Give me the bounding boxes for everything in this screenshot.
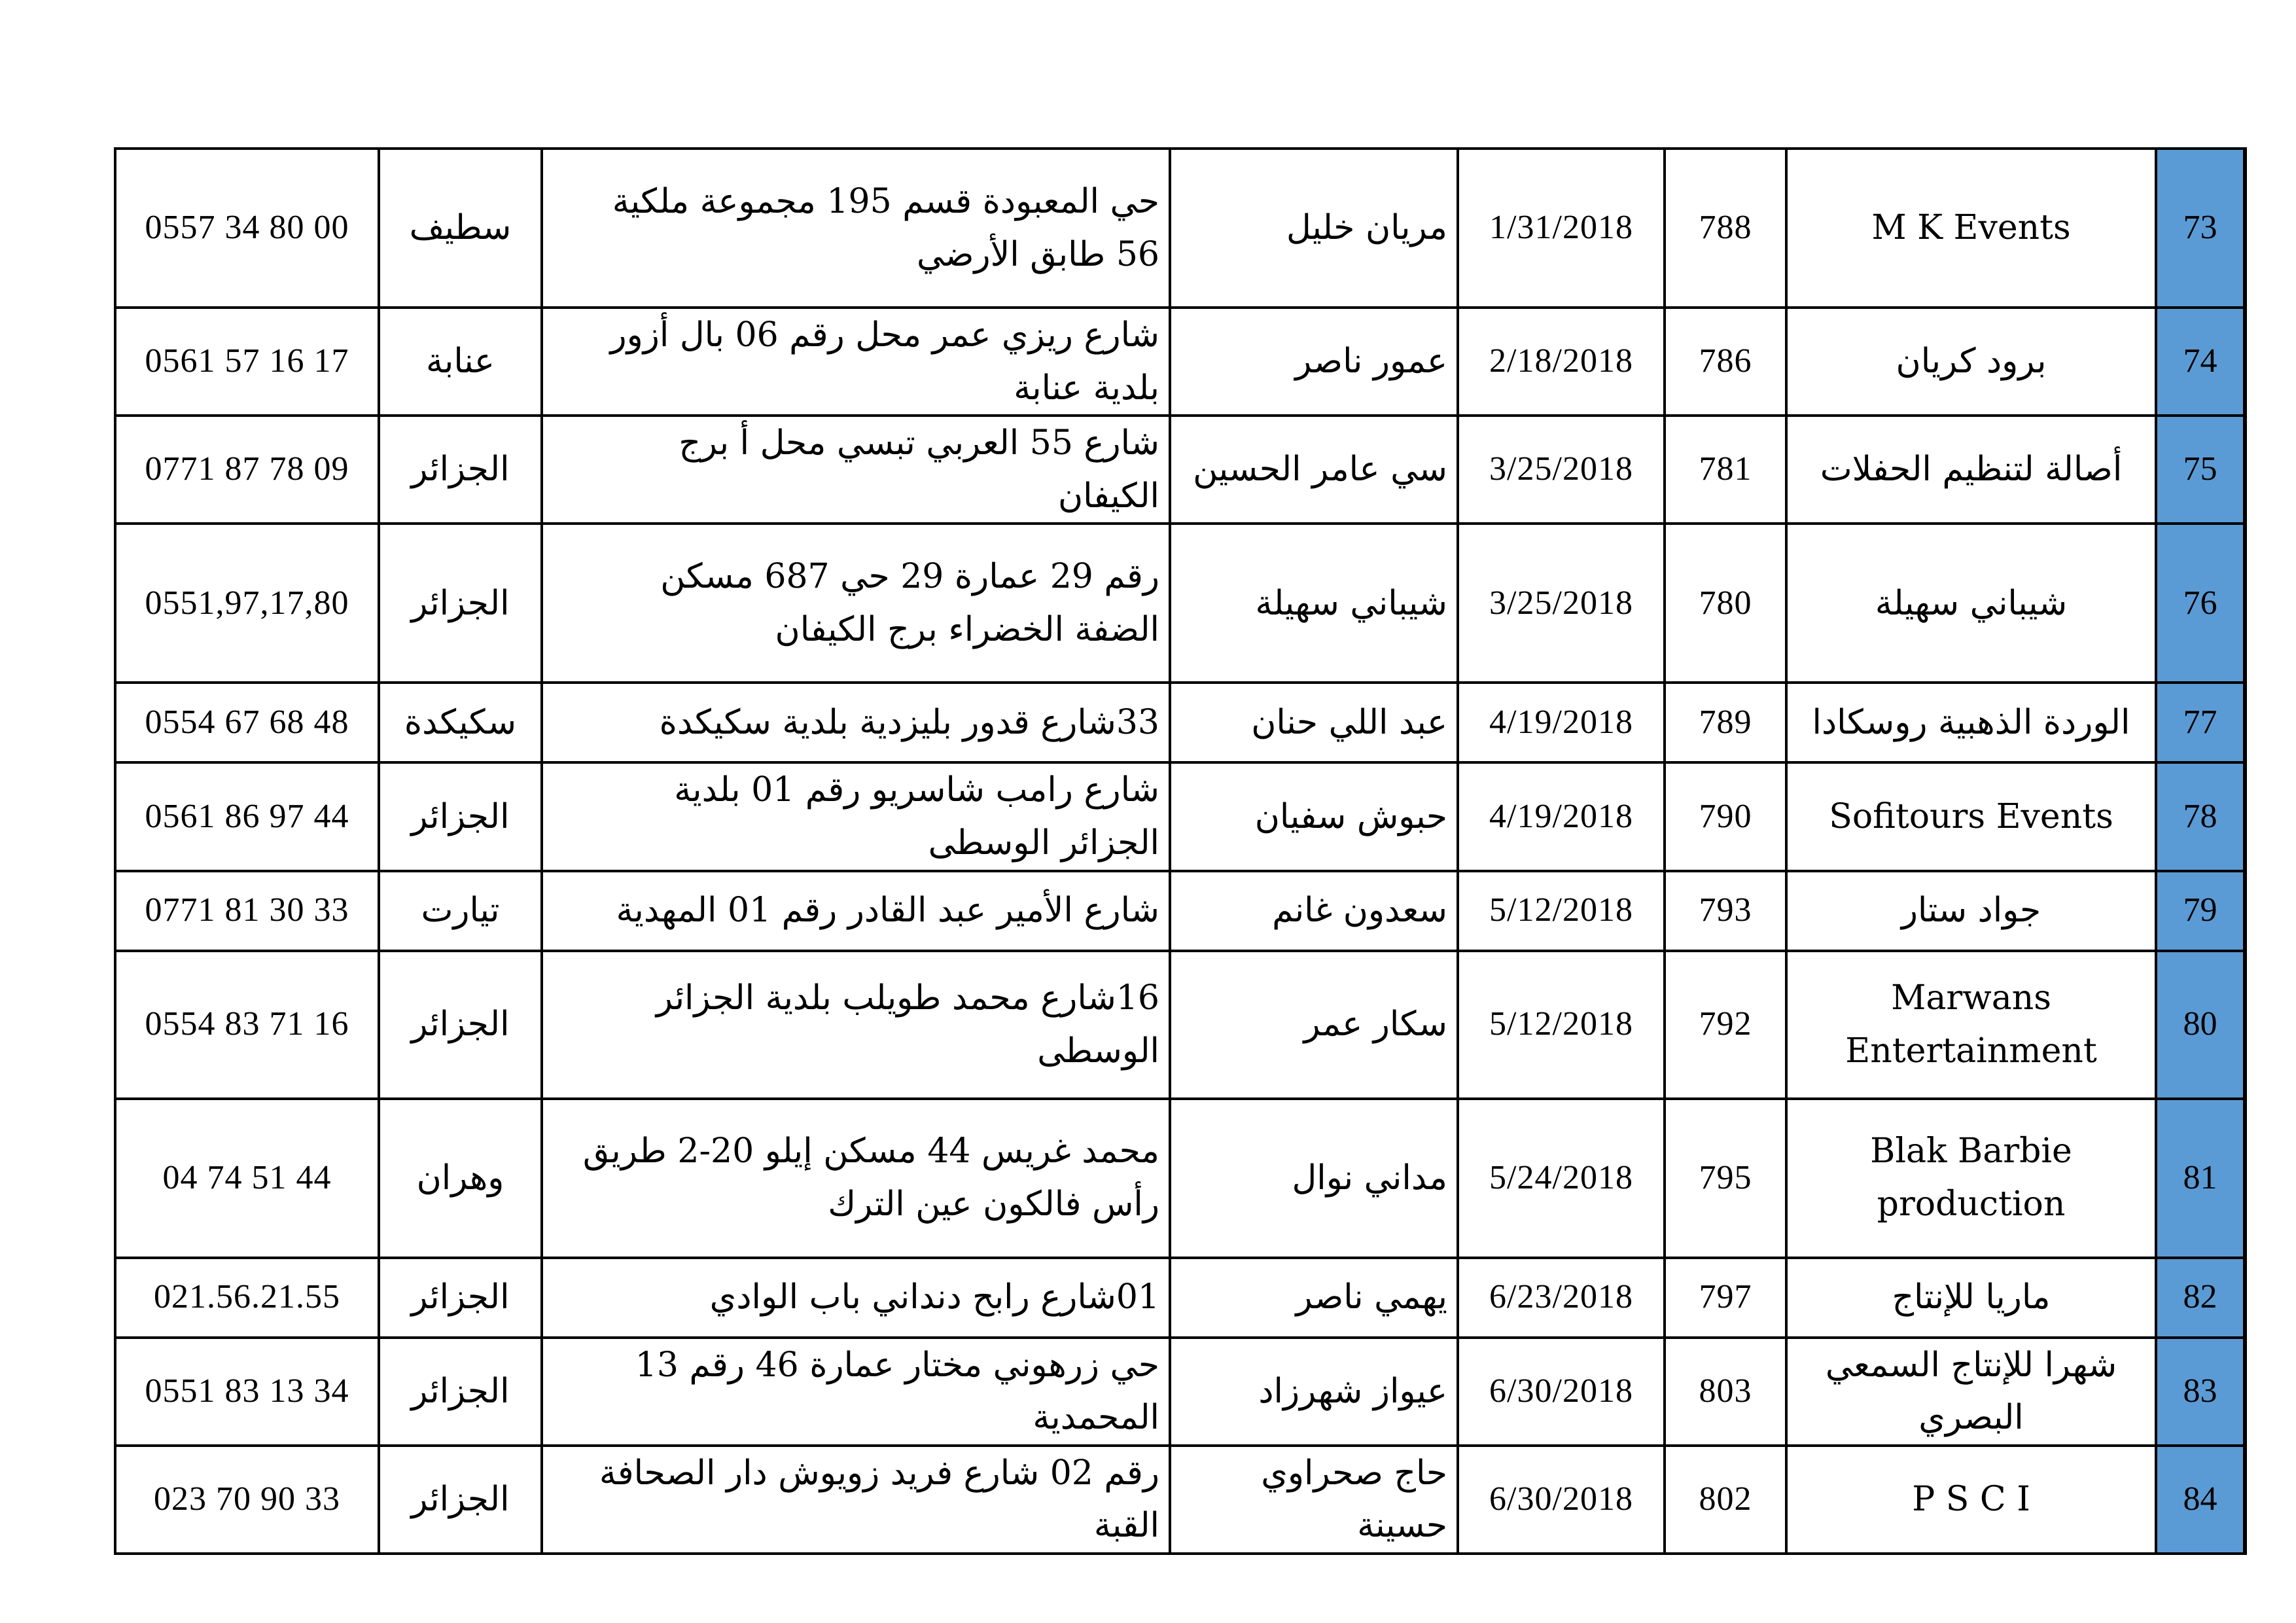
phone-cell: 0561 86 97 44 — [115, 762, 379, 870]
company-name-cell: جواد ستار — [1786, 871, 2156, 951]
phone-cell: 0557 34 80 00 — [115, 149, 379, 308]
date-cell: 1/31/2018 — [1458, 149, 1665, 308]
row-number-cell: 74 — [2156, 308, 2245, 416]
city-cell: الجزائر — [379, 1338, 542, 1446]
address-cell: 33شارع قدور بليزدية بلدية سكيكدة — [542, 683, 1170, 762]
company-name-cell: Blak Barbie production — [1786, 1099, 2156, 1258]
phone-cell: 0554 83 71 16 — [115, 951, 379, 1099]
row-number-cell: 76 — [2156, 524, 2245, 683]
table-row — [115, 149, 2245, 308]
code-cell: 780 — [1665, 524, 1786, 683]
company-name-cell: M K Events — [1786, 149, 2156, 308]
address-cell: رقم 29 عمارة 29 حي 687 مسكن الضفة الخضراء برج الكيفان — [542, 524, 1170, 683]
date-cell: 5/24/2018 — [1458, 1099, 1665, 1258]
owner-name-cell: حبوش سفيان — [1170, 762, 1458, 870]
city-cell: الجزائر — [379, 524, 542, 683]
date-cell: 2/18/2018 — [1458, 308, 1665, 416]
city-cell: تيارت — [379, 871, 542, 951]
code-cell: 797 — [1665, 1258, 1786, 1338]
row-number-cell: 79 — [2156, 871, 2245, 951]
owner-name-cell: سعدون غانم — [1170, 871, 1458, 951]
phone-cell: 0551,97,17,80 — [115, 524, 379, 683]
city-cell: الجزائر — [379, 951, 542, 1099]
company-name-cell: P S C I — [1786, 1446, 2156, 1554]
code-cell: 803 — [1665, 1338, 1786, 1446]
owner-name-cell: سكار عمر — [1170, 951, 1458, 1099]
row-number-cell: 80 — [2156, 951, 2245, 1099]
code-cell: 781 — [1665, 416, 1786, 524]
code-cell: 790 — [1665, 762, 1786, 870]
company-name-cell: ماريا للإنتاج — [1786, 1258, 2156, 1338]
owner-name-cell: يهمي ناصر — [1170, 1258, 1458, 1338]
date-cell: 6/23/2018 — [1458, 1258, 1665, 1338]
date-cell: 3/25/2018 — [1458, 524, 1665, 683]
code-cell: 786 — [1665, 308, 1786, 416]
code-cell: 795 — [1665, 1099, 1786, 1258]
row-number-cell: 81 — [2156, 1099, 2245, 1258]
date-cell: 6/30/2018 — [1458, 1446, 1665, 1554]
city-cell: سكيكدة — [379, 683, 542, 762]
city-cell: الجزائر — [379, 1446, 542, 1554]
row-number-cell: 73 — [2156, 149, 2245, 308]
table-row — [115, 871, 2245, 951]
date-cell: 4/19/2018 — [1458, 762, 1665, 870]
city-cell: الجزائر — [379, 1258, 542, 1338]
owner-name-cell: عيواز شهرزاد — [1170, 1338, 1458, 1446]
code-cell: 793 — [1665, 871, 1786, 951]
table-row — [115, 951, 2245, 1099]
company-name-cell: Marwans Entertainment — [1786, 951, 2156, 1099]
address-cell: 01شارع رابح دنداني باب الوادي — [542, 1258, 1170, 1338]
city-cell: سطيف — [379, 149, 542, 308]
owner-name-cell: عمور ناصر — [1170, 308, 1458, 416]
owner-name-cell: مريان خليل — [1170, 149, 1458, 308]
registry-table — [114, 147, 2247, 1555]
company-name-cell: Sofitours Events — [1786, 762, 2156, 870]
city-cell: عنابة — [379, 308, 542, 416]
row-number-cell: 77 — [2156, 683, 2245, 762]
table-row — [115, 416, 2245, 524]
phone-cell: 04 74 51 44 — [115, 1099, 379, 1258]
address-cell: 16شارع محمد طويلب بلدية الجزائر الوسطى — [542, 951, 1170, 1099]
table-row — [115, 1338, 2245, 1446]
company-name-cell: أصالة لتنظيم الحفلات — [1786, 416, 2156, 524]
table-row — [115, 683, 2245, 762]
address-cell: شارع الأمير عبد القادر رقم 01 المهدية — [542, 871, 1170, 951]
phone-cell: 023 70 90 33 — [115, 1446, 379, 1554]
row-number-cell: 83 — [2156, 1338, 2245, 1446]
row-number-cell: 75 — [2156, 416, 2245, 524]
owner-name-cell: عبد اللي حنان — [1170, 683, 1458, 762]
phone-cell: 0551 83 13 34 — [115, 1338, 379, 1446]
table-row — [115, 762, 2245, 870]
address-cell: محمد غريس 44 مسكن إيلو 20-2 طريق رأس فالكون عين الترك — [542, 1099, 1170, 1258]
phone-cell: 0771 81 30 33 — [115, 871, 379, 951]
company-name-cell: برود كريان — [1786, 308, 2156, 416]
row-number-cell: 82 — [2156, 1258, 2245, 1338]
owner-name-cell: مداني نوال — [1170, 1099, 1458, 1258]
code-cell: 789 — [1665, 683, 1786, 762]
table-row — [115, 1258, 2245, 1338]
code-cell: 802 — [1665, 1446, 1786, 1554]
owner-name-cell: سي عامر الحسين — [1170, 416, 1458, 524]
code-cell: 788 — [1665, 149, 1786, 308]
table-row — [115, 1446, 2245, 1554]
company-name-cell: شهرا للإنتاج السمعي البصري — [1786, 1338, 2156, 1446]
code-cell: 792 — [1665, 951, 1786, 1099]
company-name-cell: شيباني سهيلة — [1786, 524, 2156, 683]
table-row — [115, 524, 2245, 683]
date-cell: 5/12/2018 — [1458, 951, 1665, 1099]
city-cell: وهران — [379, 1099, 542, 1258]
date-cell: 6/30/2018 — [1458, 1338, 1665, 1446]
address-cell: شارع رامب شاسريو رقم 01 بلدية الجزائر الوسطى — [542, 762, 1170, 870]
table-row — [115, 308, 2245, 416]
city-cell: الجزائر — [379, 416, 542, 524]
address-cell: شارع ريزي عمر محل رقم 06 بال أزور بلدية عنابة — [542, 308, 1170, 416]
date-cell: 5/12/2018 — [1458, 871, 1665, 951]
owner-name-cell: شيباني سهيلة — [1170, 524, 1458, 683]
phone-cell: 021.56.21.55 — [115, 1258, 379, 1338]
row-number-cell: 84 — [2156, 1446, 2245, 1554]
date-cell: 4/19/2018 — [1458, 683, 1665, 762]
table-body — [115, 149, 2245, 1554]
company-name-cell: الوردة الذهبية روسكادا — [1786, 683, 2156, 762]
table-row — [115, 1099, 2245, 1258]
address-cell: حي زرهوني مختار عمارة 46 رقم 13 المحمدية — [542, 1338, 1170, 1446]
owner-name-cell: حاج صحراوي حسينة — [1170, 1446, 1458, 1554]
date-cell: 3/25/2018 — [1458, 416, 1665, 524]
phone-cell: 0561 57 16 17 — [115, 308, 379, 416]
phone-cell: 0771 87 78 09 — [115, 416, 379, 524]
row-number-cell: 78 — [2156, 762, 2245, 870]
phone-cell: 0554 67 68 48 — [115, 683, 379, 762]
address-cell: شارع 55 العربي تبسي محل أ برج الكيفان — [542, 416, 1170, 524]
address-cell: حي المعبودة قسم 195 مجموعة ملكية 56 طابق الأرضي — [542, 149, 1170, 308]
address-cell: رقم 02 شارع فريد زويوش دار الصحافة القبة — [542, 1446, 1170, 1554]
city-cell: الجزائر — [379, 762, 542, 870]
